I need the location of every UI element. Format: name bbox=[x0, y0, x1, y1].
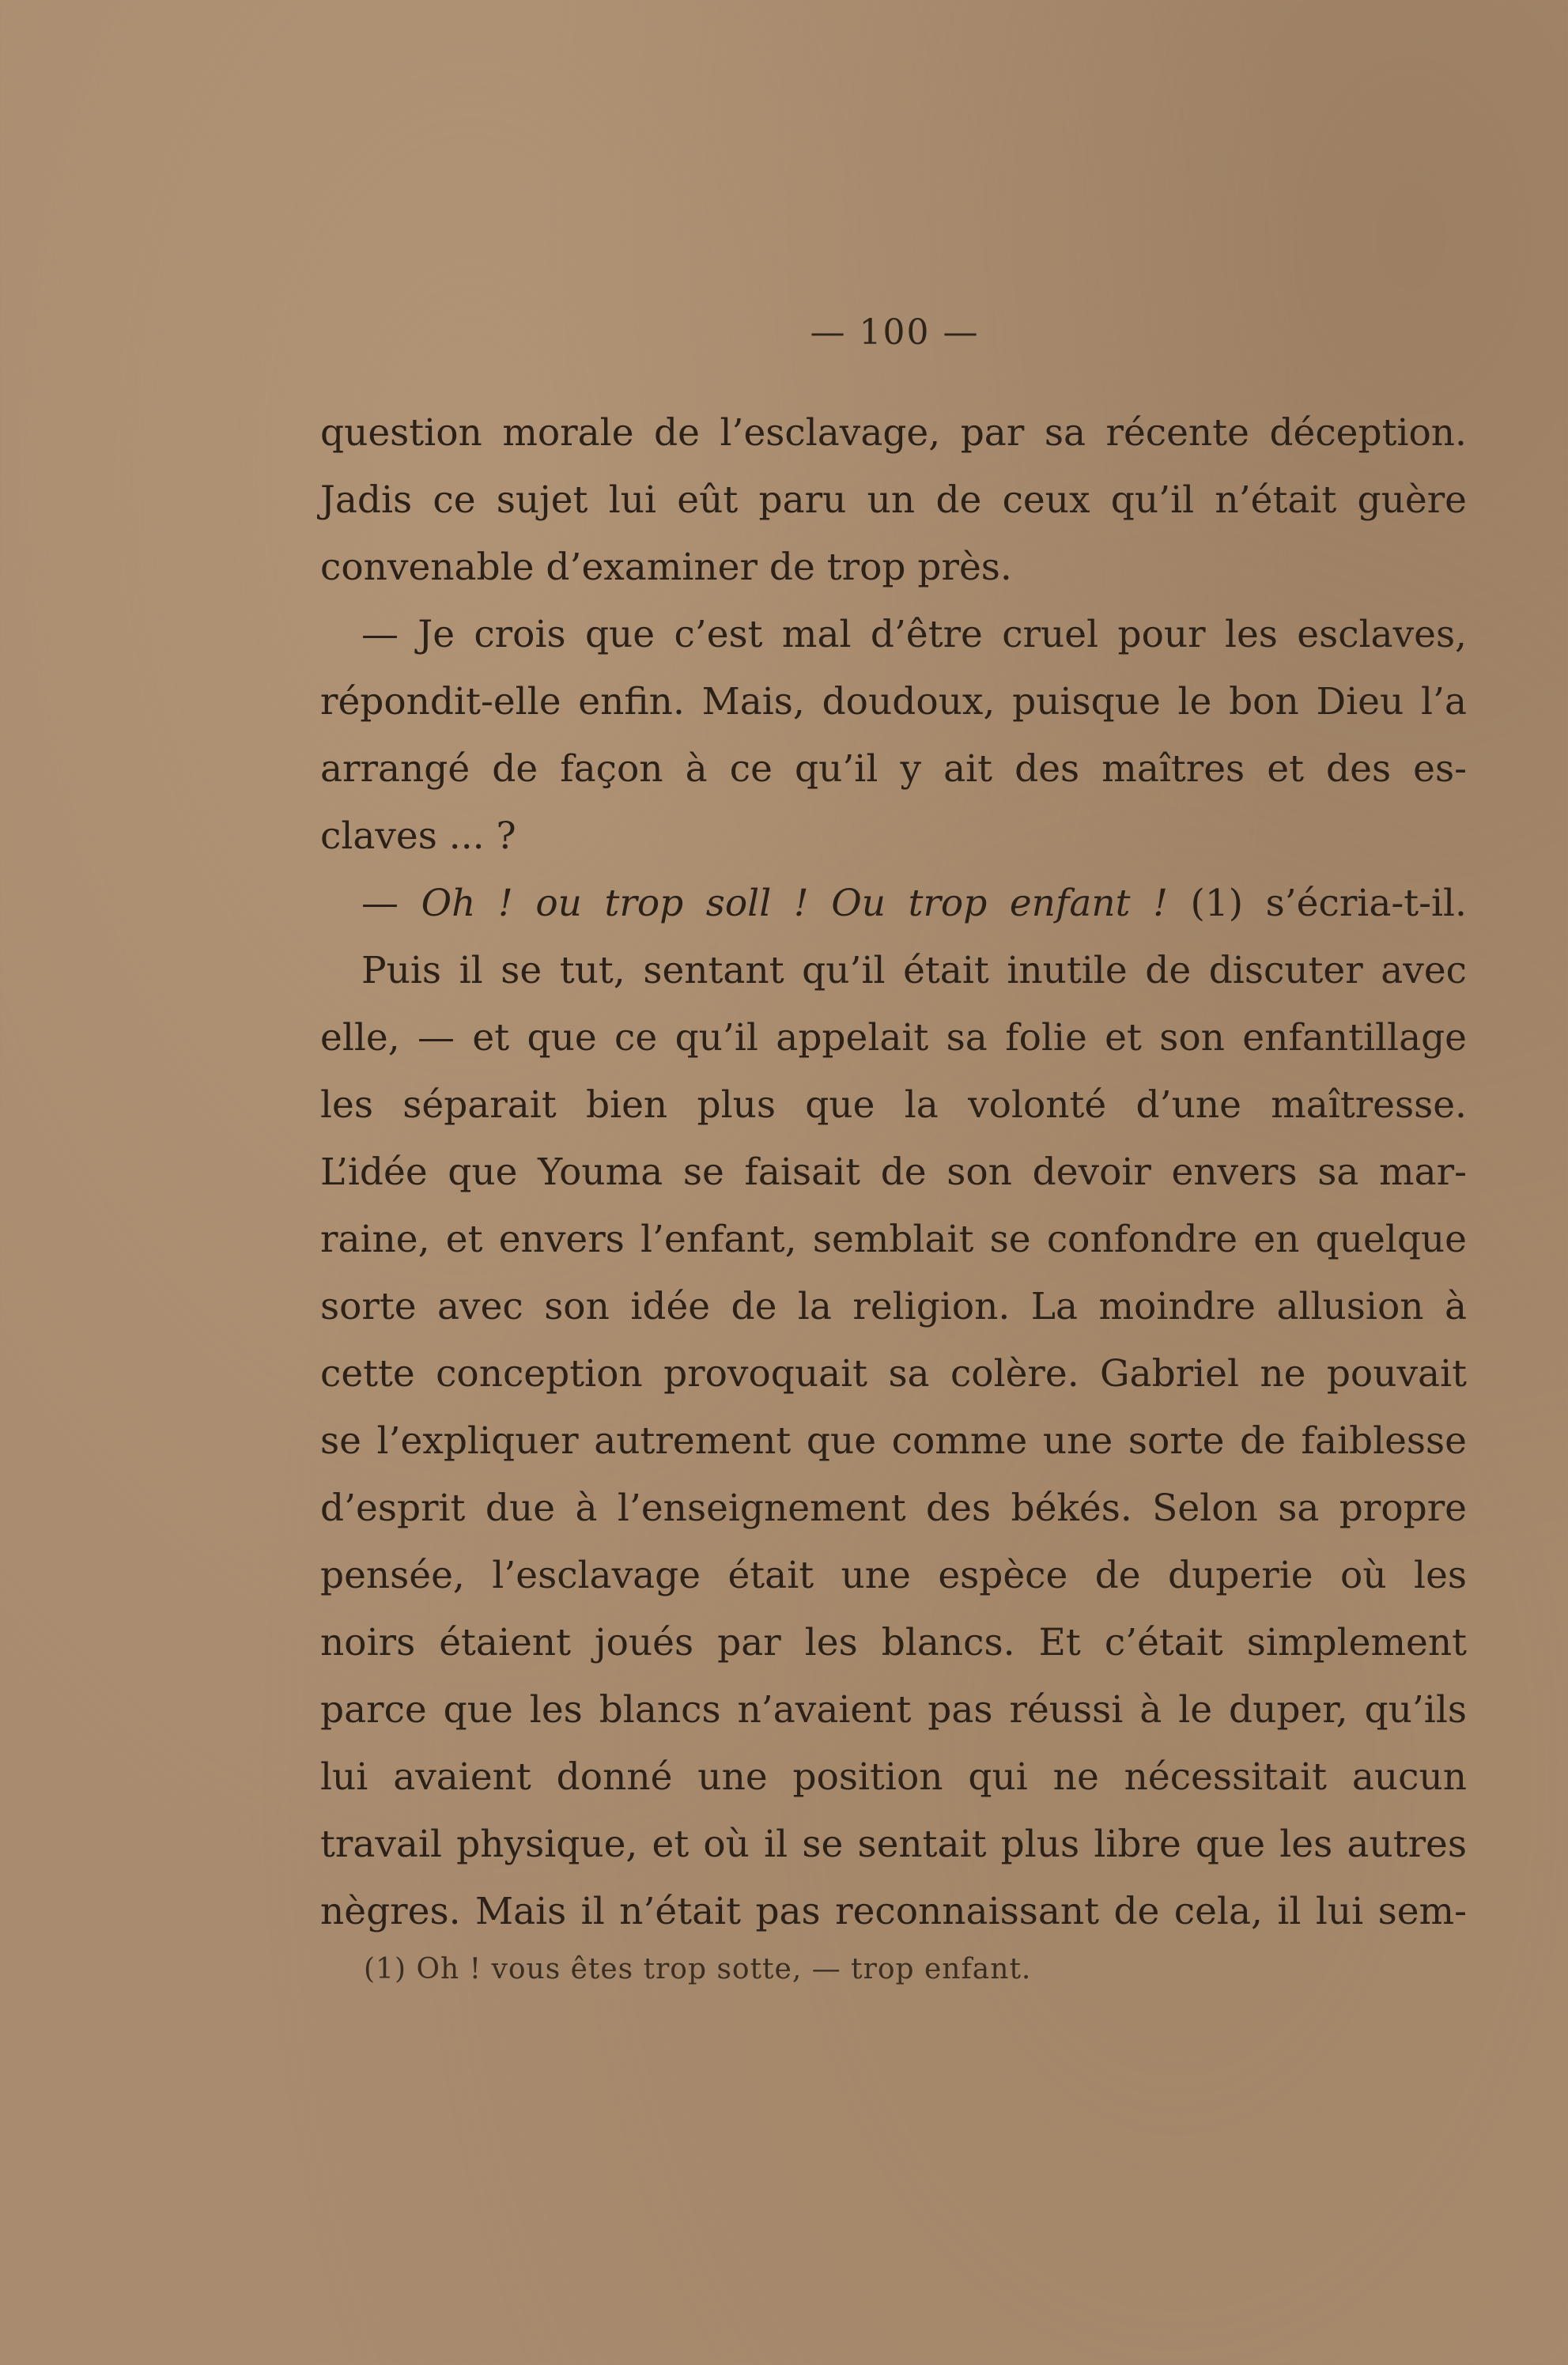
text-line: sorte avec son idée de la religion. La moindre allusion à bbox=[320, 1285, 1467, 1328]
text-line: raine, et envers l’enfant, semblait se confondre en quelque bbox=[320, 1218, 1467, 1261]
text-line: Jadis ce sujet lui eût paru un de ceux qu’il n’était guère bbox=[320, 478, 1467, 522]
text-line: se l’expliquer autrement que comme une sorte de faiblesse bbox=[320, 1419, 1467, 1463]
text-line: pensée, l’esclavage était une espèce de duperie où les bbox=[320, 1554, 1467, 1597]
body-text bbox=[320, 399, 1467, 1945]
exclamation-rest: (1) s’écria-t-il. bbox=[1167, 882, 1467, 925]
text-line: L’idée que Youma se faisait de son devoir envers sa mar- bbox=[320, 1150, 1467, 1194]
text-line: Puis il se tut, sentant qu’il était inutile de discuter avec bbox=[361, 949, 1467, 992]
exclamation-line bbox=[320, 870, 1467, 937]
text-line: noirs étaient joués par les blancs. Et c’était simplement bbox=[320, 1621, 1467, 1664]
text-line: lui avaient donné une position qui ne nécessitait aucun bbox=[320, 1755, 1467, 1799]
text-line: arrangé de façon à ce qu’il y ait des maîtres et des es- bbox=[320, 747, 1467, 791]
footnote: (1) Oh ! vous êtes trop sotte, — trop enfant. bbox=[364, 1953, 1032, 1985]
text-line: elle, — et que ce qu’il appelait sa folie et son enfantillage bbox=[320, 1016, 1467, 1060]
text-line: convenable d’examiner de trop près. bbox=[320, 546, 1012, 589]
text-line: parce que les blancs n’avaient pas réussi à le duper, qu’ils bbox=[320, 1688, 1467, 1732]
text-line: les séparait bien plus que la volonté d’une maîtresse. bbox=[320, 1083, 1467, 1127]
text-line: travail physique, et où il se sentait plus libre que les autres bbox=[320, 1823, 1467, 1866]
text-line: nègres. Mais il n’était pas reconnaissant de cela, il lui sem- bbox=[320, 1890, 1467, 1933]
text-line: claves ... ? bbox=[320, 814, 516, 858]
text-line: cette conception provoquait sa colère. Gabriel ne pouvait bbox=[320, 1352, 1467, 1396]
creole-exclamation: Oh ! ou trop soll ! Ou trop enfant ! bbox=[421, 882, 1168, 925]
page-number: — 100 — bbox=[810, 312, 980, 353]
text-line: répondit-elle enfin. Mais, doudoux, puisque le bon Dieu l’a bbox=[320, 680, 1467, 723]
text-line: question morale de l’esclavage, par sa récente déception. bbox=[320, 411, 1467, 455]
dialogue-dash: — bbox=[361, 882, 421, 925]
text-line: d’esprit due à l’enseignement des békés. Selon sa propre bbox=[320, 1487, 1467, 1530]
text-line: — Je crois que c’est mal d’être cruel pour les esclaves, bbox=[361, 613, 1467, 656]
